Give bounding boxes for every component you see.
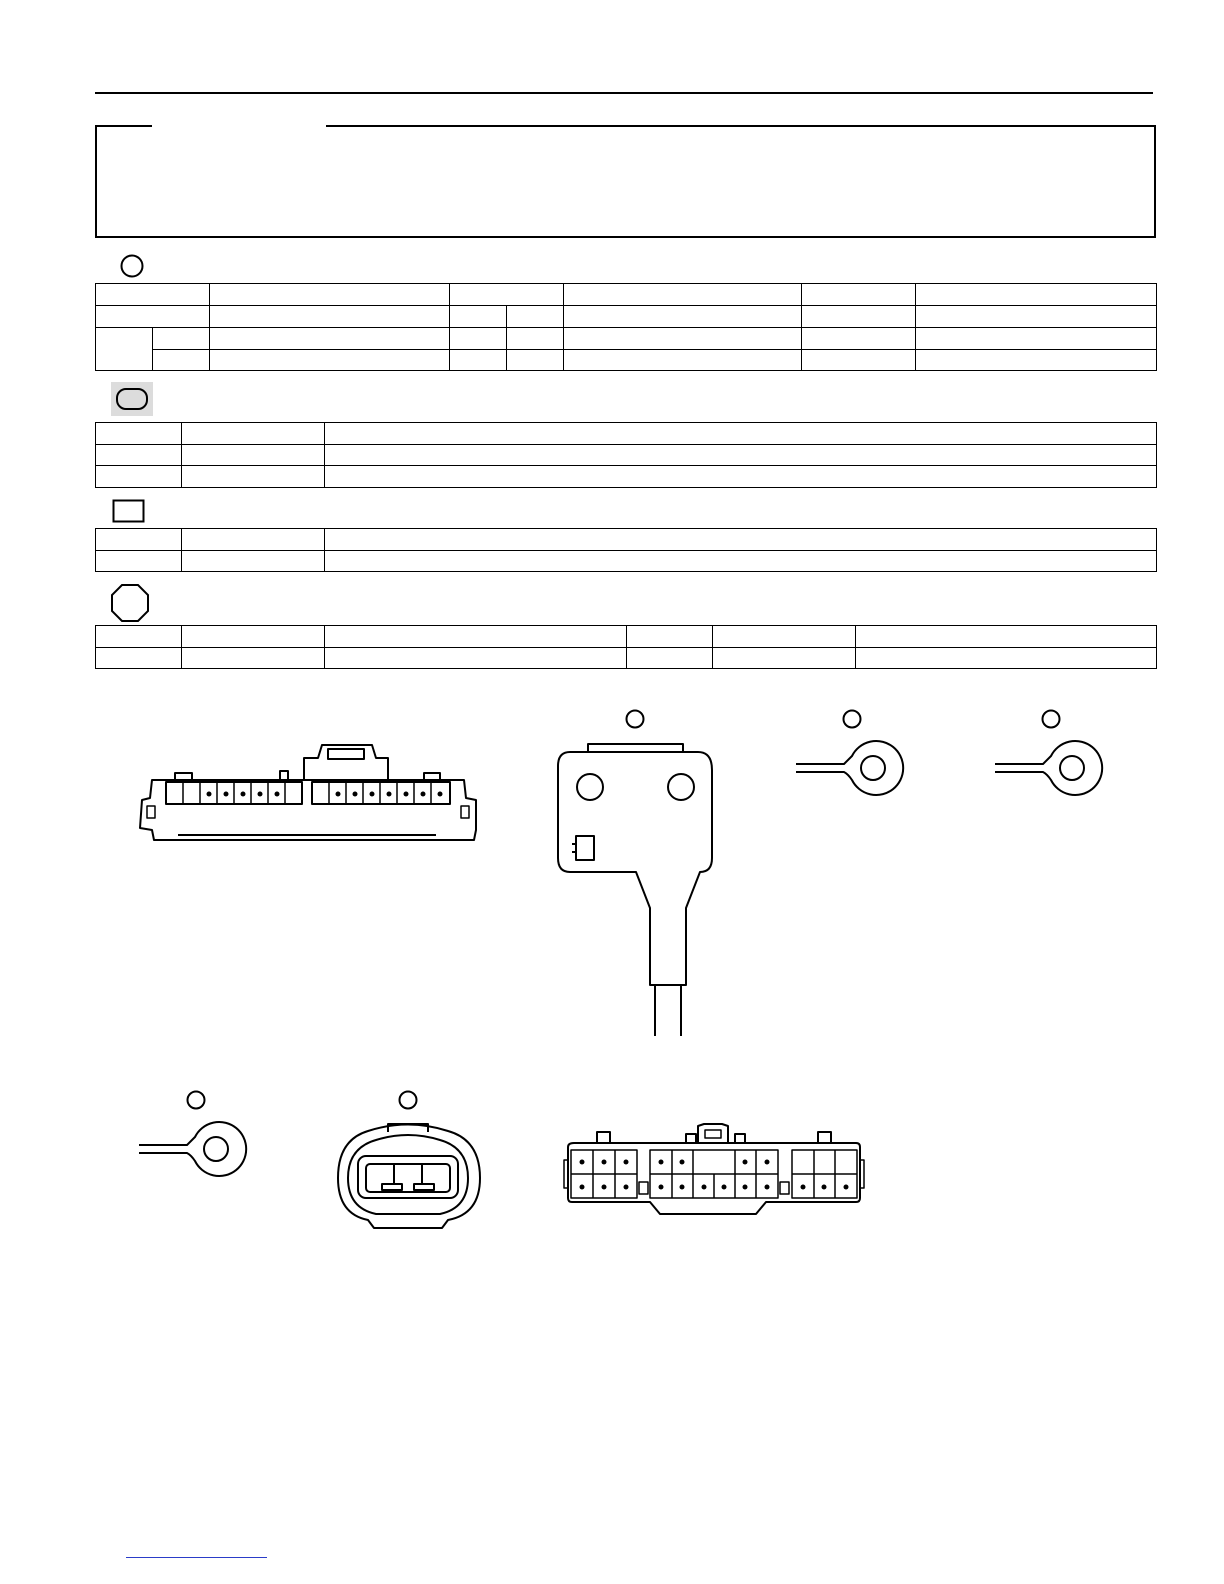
two-pin-connector: [338, 1092, 480, 1229]
ring-terminal-2: [995, 711, 1102, 796]
multi-pin-connector-a: [140, 745, 476, 840]
sensor-connector: [558, 711, 712, 1037]
footnote-link[interactable]: [126, 1557, 267, 1558]
ring-terminal-1: [796, 711, 903, 796]
multi-pin-connector-b: [564, 1124, 864, 1214]
ring-terminal-3: [139, 1092, 246, 1177]
